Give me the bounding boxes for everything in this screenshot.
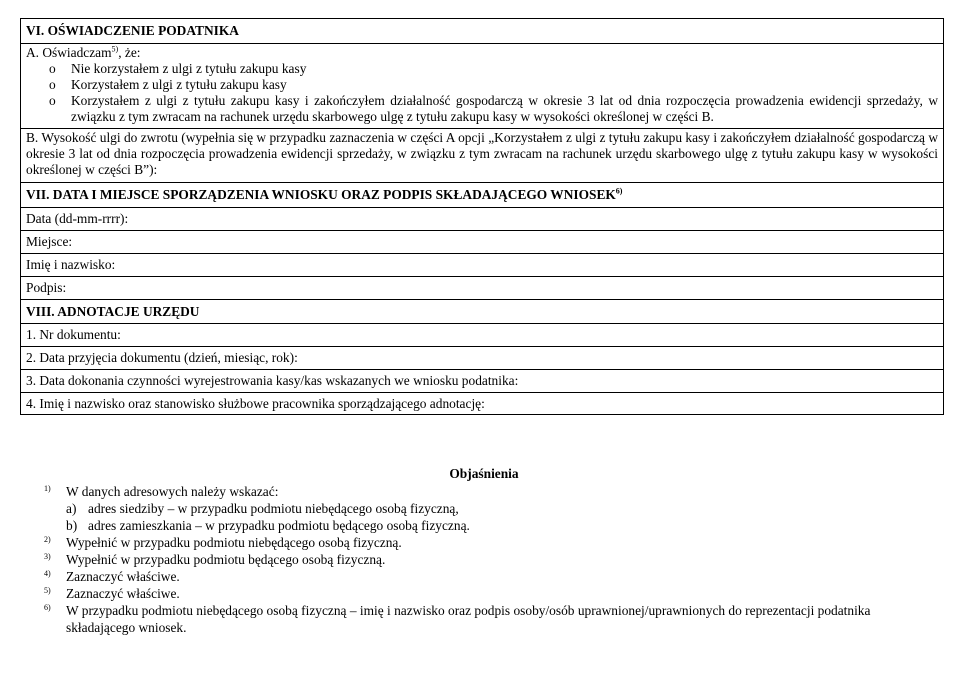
note-text: Zaznaczyć właściwe.	[66, 586, 180, 601]
note-number: 3)	[44, 552, 51, 561]
part-a-label-text: A. Oświadczam	[26, 45, 112, 60]
option-label: Nie korzystałem z ulgi z tytułu zakupu kasy	[71, 61, 307, 76]
option-used-relief[interactable]	[49, 77, 938, 93]
subitem-label: a)	[66, 501, 77, 516]
note-4	[44, 568, 924, 585]
explanations-title: Objaśnienia	[449, 466, 519, 481]
date-field[interactable]: Data (dd-mm-rrrr):	[21, 207, 943, 230]
option-bullet-icon[interactable]: o	[49, 61, 56, 76]
note-5	[44, 585, 924, 602]
note-subitem-b	[66, 517, 924, 534]
option-label: Korzystałem z ulgi z tytułu zakupu kasy	[71, 77, 287, 92]
section-7-header-text: VII. DATA I MIEJSCE SPORZĄDZENIA WNIOSKU ORAZ PODPIS SKŁADAJĄCEGO WNIOSEK	[26, 187, 616, 202]
footnote-ref-6: 6)	[615, 186, 623, 196]
note-body	[66, 483, 924, 534]
declaration-form	[20, 18, 944, 415]
part-a-label-suffix: , że:	[118, 45, 141, 60]
note-number: 6)	[44, 603, 51, 612]
subitem-text: adres zamieszkania – w przypadku podmiotu będącego osobą fizyczną.	[88, 518, 470, 533]
note-1	[44, 483, 924, 534]
subitem-label: b)	[66, 518, 78, 533]
note-text: Wypełnić w przypadku podmiotu niebędącego osobą fizyczną.	[66, 535, 402, 550]
option-label: Korzystałem z ulgi z tytułu zakupu kasy i zakończyłem działalność gospodarczą w okresie 3 lat od dnia rozpoczęcia prowadzenia ewidencji sprzedaży, w związku z tym zwracam na rachunek urzędu skarbowego ulgę z tytułu zakupu kasy w wysokości określonej w części B.	[71, 93, 938, 124]
option-used-relief-and-ended-business[interactable]	[49, 93, 938, 125]
subitem-text: adres siedziby – w przypadku podmiotu niebędącego osobą fizyczną,	[88, 501, 459, 516]
note-number: 1)	[44, 484, 51, 493]
option-not-used-relief[interactable]	[49, 61, 938, 77]
document-number-field[interactable]: 1. Nr dokumentu:	[21, 323, 943, 346]
note-text: Wypełnić w przypadku podmiotu będącego osobą fizyczną.	[66, 552, 386, 567]
officer-field[interactable]: 4. Imię i nazwisko oraz stanowisko służbowe pracownika sporządzającego adnotację:	[21, 392, 943, 414]
signature-field[interactable]: Podpis:	[21, 276, 943, 299]
section-7-header	[21, 182, 943, 207]
note-number: 2)	[44, 535, 51, 544]
part-a-label	[26, 45, 938, 61]
explanations	[44, 465, 924, 636]
note-6	[44, 602, 924, 636]
section-6-part-b[interactable]: B. Wysokość ulgi do zwrotu (wypełnia się w przypadku zaznaczenia w części A opcji „Korzystałem z ulgi z tytułu zakupu kasy i zakończyłem działalność gospodarczą w okresie 3 lat od dnia rozpoczęcia prowadzenia ewidencji sprzedaży, w związku z tym zwracam na rachunek urzędu skarbowego ulgę z tytułu zakupu kasy w wysokości określonej w części B”):	[21, 128, 943, 182]
note-number: 4)	[44, 569, 51, 578]
section-8-header: VIII. ADNOTACJE URZĘDU	[21, 299, 943, 323]
receipt-date-field[interactable]: 2. Data przyjęcia dokumentu (dzień, miesiąc, rok):	[21, 346, 943, 369]
footnote-ref-5: 5)	[111, 44, 119, 54]
deregistration-date-field[interactable]: 3. Data dokonania czynności wyrejestrowania kasy/kas wskazanych we wniosku podatnika:	[21, 369, 943, 392]
note-text: Zaznaczyć właściwe.	[66, 569, 180, 584]
place-field[interactable]: Miejsce:	[21, 230, 943, 253]
option-bullet-icon[interactable]: o	[49, 93, 56, 108]
note-number: 5)	[44, 586, 51, 595]
section-6-part-a	[21, 43, 943, 128]
note-subitem-a	[66, 500, 924, 517]
name-field[interactable]: Imię i nazwisko:	[21, 253, 943, 276]
note-text: W przypadku podmiotu niebędącego osobą fizyczną – imię i nazwisko oraz podpis osoby/osób uprawnionej/uprawnionych do reprezentacji podatnika składającego wniosek.	[66, 603, 871, 635]
option-bullet-icon[interactable]: o	[49, 77, 56, 92]
note-3	[44, 551, 924, 568]
section-6-header: VI. OŚWIADCZENIE PODATNIKA	[26, 23, 239, 38]
note-text: W danych adresowych należy wskazać:	[66, 484, 279, 499]
note-2	[44, 534, 924, 551]
